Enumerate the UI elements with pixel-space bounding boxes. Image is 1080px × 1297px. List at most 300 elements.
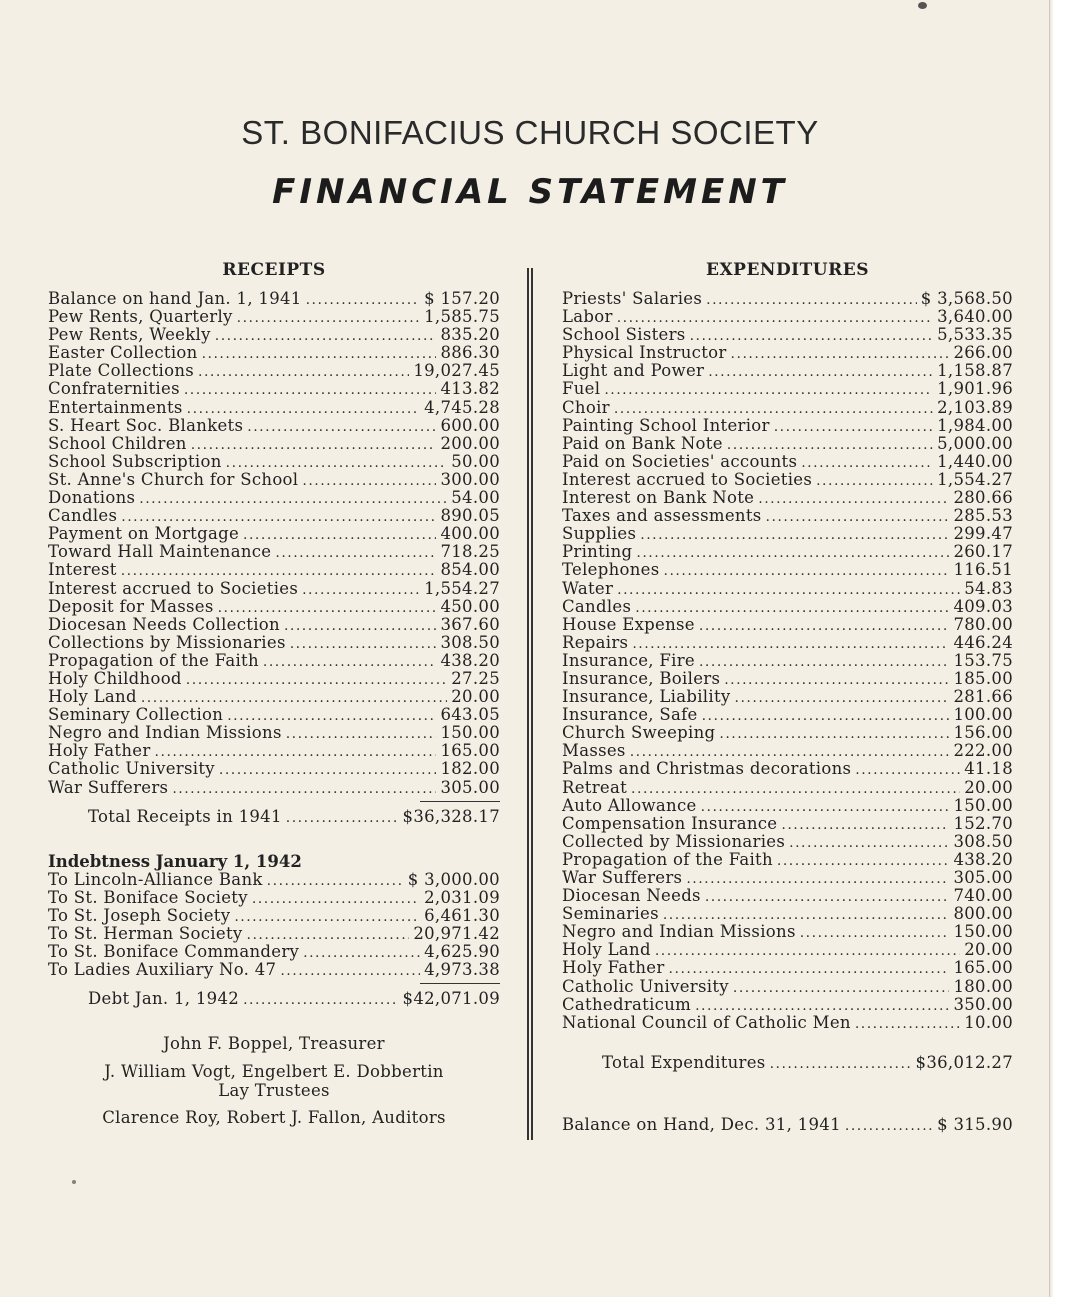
line-item-label: Physical Instructor <box>562 343 727 363</box>
expenditure-row <box>562 706 1013 724</box>
expenditure-row <box>562 543 1013 561</box>
leader-dots <box>306 291 421 309</box>
receipt-row <box>48 760 500 778</box>
expenditure-row <box>562 435 1013 453</box>
line-item-amount: 165.00 <box>953 958 1013 978</box>
line-item-amount: 222.00 <box>953 741 1013 761</box>
receipt-row <box>48 706 500 724</box>
line-item-label: Pew Rents, Quarterly <box>48 307 233 327</box>
line-item-label: National Council of Catholic Men <box>562 1012 851 1032</box>
line-item-label: Deposit for Masses <box>48 596 214 616</box>
expenditure-row <box>562 815 1013 833</box>
leader-dots <box>617 581 960 599</box>
line-item-label: To St. Herman Society <box>48 924 243 943</box>
expenditure-row <box>562 580 1013 598</box>
expenditure-row <box>562 869 1013 887</box>
debt-row <box>48 943 500 961</box>
expenditure-row <box>562 779 1013 797</box>
line-item-label: Diocesan Needs Collection <box>48 614 280 634</box>
line-item-label: Diocesan Needs <box>562 886 701 906</box>
receipt-row <box>48 561 500 579</box>
line-item-label: Holy Land <box>48 687 137 707</box>
line-item-label: Paid on Societies' accounts <box>562 451 798 471</box>
line-item-amount: 367.60 <box>440 614 500 634</box>
leader-dots <box>215 327 437 345</box>
receipt-row <box>48 471 500 489</box>
expenditure-row <box>562 507 1013 525</box>
line-item-label: School Sisters <box>562 325 686 345</box>
line-item-amount: 266.00 <box>953 343 1013 363</box>
receipt-row <box>48 742 500 760</box>
leader-dots <box>243 526 436 544</box>
line-item-label: Holy Father <box>562 958 665 978</box>
expenditures-total-label: Total Expenditures <box>602 1052 766 1072</box>
leader-dots <box>631 780 960 798</box>
line-item-label: Confraternities <box>48 379 180 399</box>
leader-dots <box>202 345 437 363</box>
expenditure-row <box>562 905 1013 923</box>
leader-dots <box>303 944 420 962</box>
expenditure-row <box>562 688 1013 706</box>
line-item-amount: 305.00 <box>953 868 1013 887</box>
line-item-label: House Expense <box>562 614 695 634</box>
line-item-label: Labor <box>562 307 613 327</box>
receipt-row <box>48 598 500 616</box>
line-item-amount: 150.00 <box>953 795 1013 815</box>
leader-dots <box>735 689 950 707</box>
receipts-total-row <box>48 808 500 826</box>
expenditure-row <box>562 290 1013 308</box>
line-item-amount: 2,103.89 <box>937 397 1013 417</box>
line-item-label: Catholic University <box>48 759 215 779</box>
line-item-label: Collected by Missionaries <box>562 831 786 851</box>
debt-total-rule <box>420 983 500 984</box>
expenditure-row <box>562 1014 1013 1032</box>
line-item-label: Interest accrued to Societies <box>48 578 299 598</box>
debt-total-label: Debt Jan. 1, 1942 <box>88 989 240 1009</box>
line-item-label: Supplies <box>562 524 637 544</box>
receipt-row <box>48 489 500 507</box>
leader-dots <box>789 834 949 852</box>
line-item-label: Interest accrued to Societies <box>562 469 813 489</box>
leader-dots <box>774 418 933 436</box>
expenditure-row <box>562 561 1013 579</box>
line-item-amount: 165.00 <box>440 741 500 761</box>
expenditures-column <box>562 258 1013 1134</box>
line-item-label: Choir <box>562 397 610 417</box>
receipt-row <box>48 543 500 561</box>
line-item-label: Compensation Insurance <box>562 813 778 833</box>
line-item-label: Negro and Indian Missions <box>48 723 282 743</box>
expenditure-row <box>562 978 1013 996</box>
line-item-label: Seminaries <box>562 904 659 924</box>
line-item-amount: 886.30 <box>440 343 500 363</box>
leader-dots <box>186 671 447 689</box>
line-item-label: To Ladies Auxiliary No. 47 <box>48 960 277 980</box>
line-item-label: Balance on hand Jan. 1, 1941 <box>48 289 302 308</box>
line-item-amount: 2,031.09 <box>424 887 500 907</box>
leader-dots <box>614 400 933 418</box>
leader-dots <box>640 526 949 544</box>
receipt-row <box>48 724 500 742</box>
line-item-label: Interest <box>48 560 117 580</box>
expenditure-row <box>562 742 1013 760</box>
line-item-amount: 305.00 <box>440 777 500 797</box>
balance-label: Balance on Hand, Dec. 31, 1941 <box>562 1114 841 1134</box>
leader-dots <box>770 1055 912 1073</box>
leader-dots <box>604 381 933 399</box>
leader-dots <box>198 363 409 381</box>
line-item-amount: 4,745.28 <box>424 397 500 417</box>
line-item-amount: 1,585.75 <box>424 307 500 327</box>
leader-dots <box>139 490 447 508</box>
line-item-label: Collections by Missionaries <box>48 632 286 652</box>
line-item-amount: 285.53 <box>953 506 1013 526</box>
line-item-label: Toward Hall Maintenance <box>48 542 272 562</box>
line-item-amount: 153.75 <box>953 650 1013 670</box>
line-item-amount: 780.00 <box>953 614 1013 634</box>
line-item-label: Retreat <box>562 777 628 797</box>
receipt-row <box>48 688 500 706</box>
line-item-amount: 413.82 <box>440 379 500 399</box>
line-item-amount: 350.00 <box>953 994 1013 1014</box>
leader-dots <box>733 979 950 997</box>
line-item-label: School Children <box>48 433 187 453</box>
leader-dots <box>286 809 399 827</box>
line-item-label: Light and Power <box>562 361 705 381</box>
leader-dots <box>636 544 949 562</box>
expenditure-row <box>562 959 1013 977</box>
leader-dots <box>855 1015 960 1033</box>
line-item-amount: $ 157.20 <box>424 289 500 308</box>
receipt-row <box>48 652 500 670</box>
ink-spot <box>918 2 927 9</box>
expenditure-row <box>562 598 1013 616</box>
line-item-label: Fuel <box>562 379 601 399</box>
line-item-amount: 299.47 <box>953 524 1013 544</box>
expenditure-row <box>562 941 1013 959</box>
receipts-heading: RECEIPTS <box>222 260 326 280</box>
line-item-label: Entertainments <box>48 397 183 417</box>
receipt-row <box>48 507 500 525</box>
leader-dots <box>669 960 950 978</box>
line-item-label: St. Anne's Church for School <box>48 469 299 489</box>
line-item-amount: 800.00 <box>953 904 1013 924</box>
line-item-amount: 450.00 <box>440 596 500 616</box>
society-title: ST. BONIFACIUS CHURCH SOCIETY <box>241 114 819 151</box>
debt-row <box>48 961 500 979</box>
expenditure-row <box>562 399 1013 417</box>
line-item-amount: 400.00 <box>440 524 500 544</box>
receipt-row <box>48 453 500 471</box>
receipt-row <box>48 435 500 453</box>
expenditure-row <box>562 923 1013 941</box>
expenditure-row <box>562 851 1013 869</box>
line-item-amount: 20,971.42 <box>413 924 500 943</box>
indebtedness-list <box>48 871 500 980</box>
leader-dots <box>187 400 420 418</box>
line-item-amount: 20.00 <box>964 777 1013 797</box>
line-item-amount: 20.00 <box>451 687 500 707</box>
expenditure-row <box>562 887 1013 905</box>
leader-dots <box>686 870 949 888</box>
line-item-amount: 200.00 <box>440 433 500 453</box>
leader-dots <box>302 472 436 490</box>
leader-dots <box>777 852 950 870</box>
receipt-row <box>48 580 500 598</box>
leader-dots <box>247 418 436 436</box>
leader-dots <box>655 942 960 960</box>
line-item-amount: 1,440.00 <box>937 451 1013 471</box>
line-item-amount: 185.00 <box>953 668 1013 688</box>
line-item-label: Negro and Indian Missions <box>562 922 796 942</box>
line-item-label: Easter Collection <box>48 343 198 363</box>
debt-total-amount: $42,071.09 <box>402 989 500 1009</box>
leader-dots <box>184 381 437 399</box>
line-item-label: Candles <box>48 506 118 526</box>
receipt-row <box>48 634 500 652</box>
line-item-amount: 1,901.96 <box>937 379 1013 399</box>
line-item-label: Cathedraticum <box>562 994 692 1014</box>
leader-dots <box>664 562 950 580</box>
indebtedness-heading: Indebtness January 1, 1942 <box>48 851 302 871</box>
leader-dots <box>702 707 950 725</box>
line-item-label: Printing <box>562 542 633 562</box>
receipts-list <box>48 290 500 797</box>
line-item-label: To Lincoln-Alliance Bank <box>48 869 263 889</box>
line-item-label: Water <box>562 578 614 598</box>
leader-dots <box>758 490 949 508</box>
line-item-amount: 54.83 <box>964 578 1013 598</box>
line-item-amount: 152.70 <box>953 813 1013 833</box>
trustees-names: J. William Vogt, Engelbert E. Dobbertin <box>104 1062 444 1082</box>
line-item-label: To St. Boniface Society <box>48 887 248 907</box>
line-item-amount: 4,973.38 <box>424 960 500 980</box>
line-item-amount: 280.66 <box>953 488 1013 508</box>
line-item-label: Church Sweeping <box>562 723 716 743</box>
leader-dots <box>699 653 949 671</box>
line-item-label: Insurance, Safe <box>562 705 698 725</box>
line-item-label: Masses <box>562 741 626 761</box>
debt-total-row <box>48 990 500 1008</box>
leader-dots <box>191 436 437 454</box>
leader-dots <box>701 798 950 816</box>
receipt-row <box>48 525 500 543</box>
receipt-row <box>48 779 500 797</box>
leader-dots <box>218 599 437 617</box>
leader-dots <box>302 581 420 599</box>
leader-dots <box>237 309 420 327</box>
leader-dots <box>708 363 933 381</box>
leader-dots <box>121 562 437 580</box>
leader-dots <box>286 725 437 743</box>
leader-dots <box>284 617 437 635</box>
line-item-amount: 27.25 <box>451 668 500 688</box>
line-item-label: To St. Boniface Commandery <box>48 942 300 962</box>
receipt-row <box>48 290 500 308</box>
expenditure-row <box>562 616 1013 634</box>
leader-dots <box>705 888 950 906</box>
leader-dots <box>267 872 404 890</box>
expenditures-total-amount: $36,012.27 <box>915 1052 1013 1072</box>
line-item-amount: 740.00 <box>953 886 1013 906</box>
line-item-amount: 54.00 <box>451 488 500 508</box>
line-item-label: Propagation of the Faith <box>48 650 259 670</box>
line-item-amount: 1,554.27 <box>424 578 500 598</box>
expenditure-row <box>562 326 1013 344</box>
leader-dots <box>855 761 960 779</box>
line-item-label: Holy Father <box>48 741 151 761</box>
leader-dots <box>724 671 949 689</box>
line-item-amount: 1,984.00 <box>937 415 1013 435</box>
balance-row <box>562 1116 1013 1134</box>
line-item-amount: 600.00 <box>440 415 500 435</box>
line-item-label: Repairs <box>562 632 629 652</box>
line-item-amount: 182.00 <box>440 759 500 779</box>
leader-dots <box>801 454 933 472</box>
leader-dots <box>280 962 420 980</box>
receipt-row <box>48 308 500 326</box>
leader-dots <box>800 924 950 942</box>
line-item-amount: 5,000.00 <box>937 433 1013 453</box>
line-item-label: Palms and Christmas decorations <box>562 759 852 779</box>
leader-dots <box>731 345 950 363</box>
line-item-label: Painting School Interior <box>562 415 770 435</box>
line-item-amount: 150.00 <box>440 723 500 743</box>
line-item-amount: 300.00 <box>440 469 500 489</box>
balance-amount: $ 315.90 <box>937 1114 1013 1134</box>
leader-dots <box>706 291 917 309</box>
leader-dots <box>243 991 398 1009</box>
debt-row <box>48 925 500 943</box>
line-item-label: Insurance, Boilers <box>562 668 721 688</box>
expenditure-row <box>562 724 1013 742</box>
receipt-row <box>48 344 500 362</box>
line-item-label: Candles <box>562 596 632 616</box>
line-item-amount: 3,640.00 <box>937 307 1013 327</box>
leader-dots <box>263 653 437 671</box>
expenditures-heading: EXPENDITURES <box>706 260 869 280</box>
line-item-amount: 718.25 <box>440 542 500 562</box>
receipts-total-rule <box>420 801 500 802</box>
expenditure-row <box>562 453 1013 471</box>
treasurer-signature: John F. Boppel, Treasurer <box>163 1034 385 1054</box>
line-item-label: Telephones <box>562 560 660 580</box>
line-item-amount: 409.03 <box>953 596 1013 616</box>
line-item-amount: 156.00 <box>953 723 1013 743</box>
line-item-amount: 1,158.87 <box>937 361 1013 381</box>
expenditure-row <box>562 634 1013 652</box>
expenditure-row <box>562 670 1013 688</box>
line-item-amount: 50.00 <box>451 451 500 471</box>
leader-dots <box>234 908 420 926</box>
line-item-label: Auto Allowance <box>562 795 697 815</box>
receipt-row <box>48 616 500 634</box>
line-item-amount: 4,625.90 <box>424 942 500 962</box>
line-item-amount: 5,533.35 <box>937 325 1013 345</box>
line-item-label: Priests' Salaries <box>562 289 703 308</box>
leader-dots <box>699 617 950 635</box>
line-item-amount: 438.20 <box>953 849 1013 869</box>
debt-row <box>48 907 500 925</box>
expenditure-row <box>562 362 1013 380</box>
expenditure-row <box>562 760 1013 778</box>
receipt-row <box>48 417 500 435</box>
line-item-amount: 10.00 <box>964 1012 1013 1032</box>
receipt-row <box>48 326 500 344</box>
expenditure-row <box>562 833 1013 851</box>
expenditure-row <box>562 652 1013 670</box>
line-item-amount: 308.50 <box>953 831 1013 851</box>
expenditure-row <box>562 489 1013 507</box>
expenditure-row <box>562 344 1013 362</box>
expenditure-row <box>562 797 1013 815</box>
line-item-label: To St. Joseph Society <box>48 905 231 925</box>
line-item-label: War Sufferers <box>48 777 169 797</box>
expenditure-row <box>562 417 1013 435</box>
leader-dots <box>275 544 436 562</box>
column-divider <box>527 268 533 1140</box>
line-item-label: Holy Land <box>562 940 651 960</box>
receipts-column <box>48 258 500 1127</box>
line-item-amount: 6,461.30 <box>424 905 500 925</box>
line-item-label: School Subscription <box>48 451 222 471</box>
receipts-total-label: Total Receipts in 1941 <box>88 806 282 826</box>
line-item-amount: $ 3,000.00 <box>407 869 500 889</box>
line-item-label: Paid on Bank Note <box>562 433 723 453</box>
line-item-amount: 643.05 <box>440 705 500 725</box>
statement-subtitle: FINANCIAL STATEMENT <box>272 172 788 212</box>
line-item-amount: 446.24 <box>953 632 1013 652</box>
line-item-label: Propagation of the Faith <box>562 849 773 869</box>
line-item-label: Taxes and assessments <box>562 506 762 526</box>
line-item-label: Catholic University <box>562 976 729 996</box>
line-item-amount: 41.18 <box>964 759 1013 779</box>
expenditure-row <box>562 471 1013 489</box>
expenditure-row <box>562 996 1013 1014</box>
expenditure-row <box>562 380 1013 398</box>
debt-row <box>48 871 500 889</box>
leader-dots <box>172 780 436 798</box>
expenditure-row <box>562 308 1013 326</box>
expenditures-list <box>562 290 1013 1032</box>
expenditures-total-row <box>562 1054 1013 1072</box>
leader-dots <box>252 890 420 908</box>
line-item-amount: 438.20 <box>440 650 500 670</box>
leader-dots <box>719 725 949 743</box>
line-item-label: Interest on Bank Note <box>562 488 755 508</box>
line-item-amount: 19,027.45 <box>413 361 500 381</box>
line-item-label: Payment on Mortgage <box>48 524 240 544</box>
line-item-amount: 116.51 <box>953 560 1013 580</box>
line-item-amount: 100.00 <box>953 705 1013 725</box>
leader-dots <box>781 816 949 834</box>
line-item-label: Plate Collections <box>48 361 195 381</box>
leader-dots <box>219 761 437 779</box>
line-item-amount: 854.00 <box>440 560 500 580</box>
receipt-row <box>48 362 500 380</box>
line-item-amount: 890.05 <box>440 506 500 526</box>
expenditure-row <box>562 525 1013 543</box>
line-item-amount: 20.00 <box>964 940 1013 960</box>
line-item-label: Pew Rents, Weekly <box>48 325 211 345</box>
line-item-label: Donations <box>48 488 136 508</box>
line-item-amount: $ 3,568.50 <box>920 289 1013 308</box>
receipt-row <box>48 380 500 398</box>
line-item-label: Holy Childhood <box>48 668 182 688</box>
receipt-row <box>48 670 500 688</box>
leader-dots <box>290 635 437 653</box>
